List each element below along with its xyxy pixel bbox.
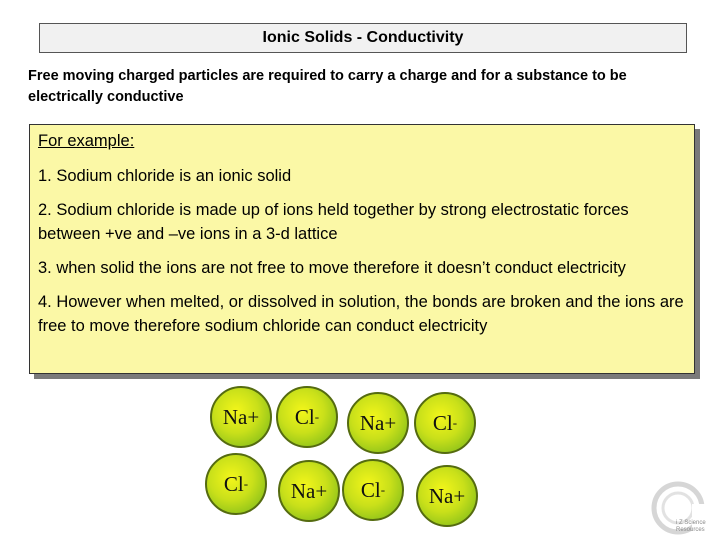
sodium-ion-label: Na+ <box>290 478 328 503</box>
chloride-ion: Cl - <box>276 386 338 448</box>
chloride-ion-label: Cl <box>294 404 315 429</box>
chloride-ion-label: Cl <box>432 410 453 435</box>
example-point-1: 1. Sodium chloride is an ionic solid <box>38 167 292 185</box>
sodium-ion-label: Na+ <box>222 404 260 429</box>
chloride-ion: Cl - <box>414 392 476 454</box>
example-box <box>29 124 695 374</box>
example-point-3: 3. when solid the ions are not free to move therefore it doesn’t conduct electricity <box>38 259 626 277</box>
sodium-ion <box>347 392 409 454</box>
sodium-ion <box>210 386 272 448</box>
chloride-ion: Cl - <box>342 459 404 521</box>
chloride-ion-label: Cl <box>360 477 381 502</box>
chloride-ion-label: Cl <box>223 471 244 496</box>
logo-line-2: Resources <box>676 527 705 533</box>
sodium-ion-label: Na+ <box>428 483 466 508</box>
example-point-4: 4. However when melted, or dissolved in solution, the bonds are broken and the ions are free to move therefore sodium chloride can conduct electricity <box>38 293 684 335</box>
sodium-ion <box>278 460 340 522</box>
example-point-2: 2. Sodium chloride is made up of ions held together by strong electrostatic forces between +ve and –ve ions in a 3-d lattice <box>38 201 629 243</box>
intro-text: Free moving charged particles are required to carry a charge and for a substance to be electrically conductive <box>28 68 627 105</box>
logo-text <box>676 520 716 534</box>
sodium-ion-label: Na+ <box>359 410 397 435</box>
example-heading: For example: <box>38 132 135 150</box>
sodium-ion <box>416 465 478 527</box>
chloride-ion: Cl - <box>205 453 267 515</box>
slide-title <box>39 23 687 53</box>
logo-line-1: i Z Science <box>676 520 706 526</box>
slide-title-text: Ionic Solids - Conductivity <box>262 29 464 46</box>
